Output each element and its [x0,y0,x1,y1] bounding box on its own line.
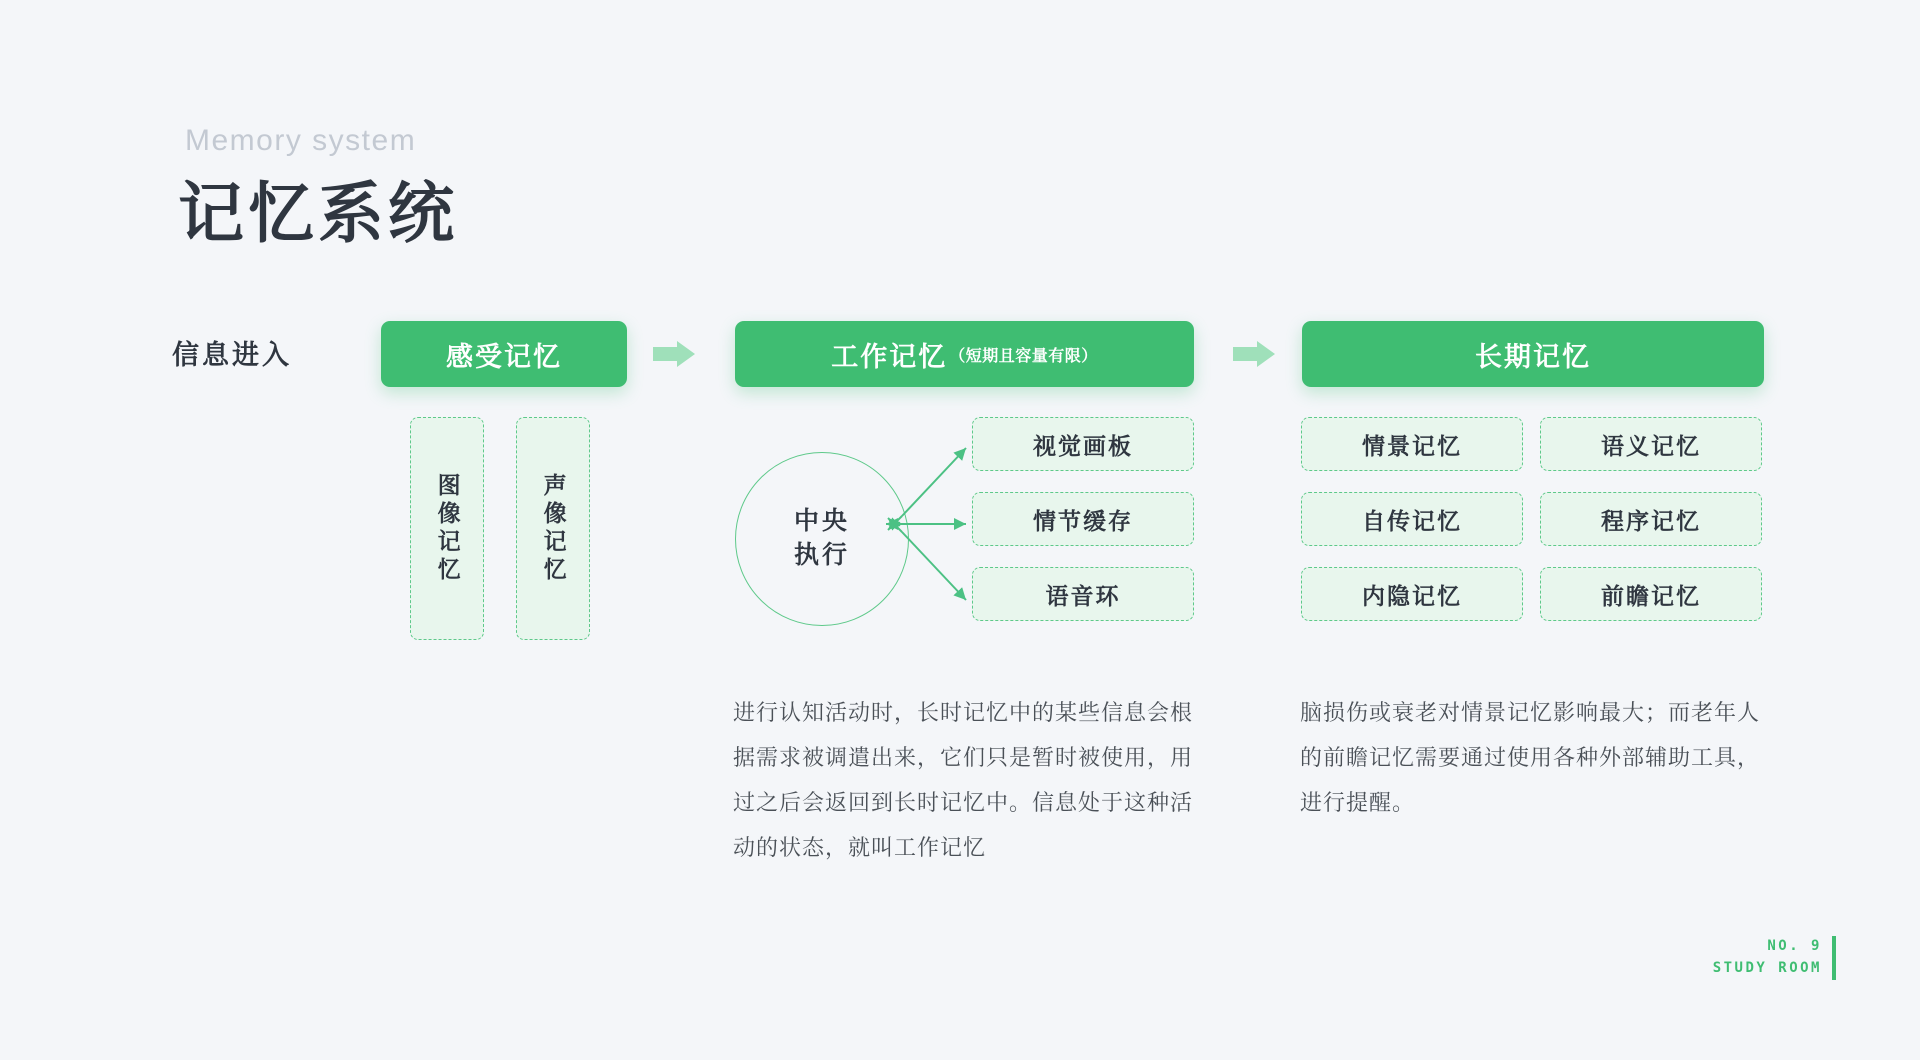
working-component-box: 视觉画板 [972,417,1194,471]
stage-header-working [735,321,1194,387]
central-executive-line1: 中央 [793,507,850,536]
working-component-box: 语音环 [972,567,1194,621]
stage-header-long-term-label: 长期记忆 [1475,341,1591,372]
sensory-item-box: 声像记忆 [516,417,590,640]
long-term-item-box: 内隐记忆 [1301,567,1523,621]
stage-header-working-sublabel: （短期且容量有限） [949,347,1098,365]
working-memory-paragraph: 进行认知活动时，长时记忆中的某些信息会根据需求被调遣出来，它们只是暂时被使用，用过之后会返回到长时记忆中。信息处于这种活动的状态，就叫工作记忆 [733,700,1194,861]
central-executive-line2: 执行 [793,541,850,569]
page-title: 记忆系统 [178,176,458,250]
stage-header-sensory [381,321,627,387]
footer-line-2: STUDY ROOM [1712,960,1822,976]
page-kicker: Memory system [185,124,417,157]
sensory-item-box: 图像记忆 [410,417,484,640]
entry-label: 信息进入 [172,340,292,370]
stage-header-working-label: 工作记忆 [831,341,948,372]
working-component-box: 情节缓存 [972,492,1194,546]
footer [1713,936,1836,980]
footer-text [1713,936,1822,979]
long-term-item-box: 前瞻记忆 [1540,567,1762,621]
footer-line-1: NO. 9 [1767,938,1822,955]
long-term-item-box: 语义记忆 [1540,417,1762,471]
flow-arrow-icon [1233,341,1275,367]
long-term-item-box: 自传记忆 [1301,492,1523,546]
stage-header-sensory-label: 感受记忆 [446,341,562,372]
footer-rule [1832,936,1836,980]
stage-header-long-term [1302,321,1764,387]
long-term-item-box: 程序记忆 [1540,492,1762,546]
long-term-item-box: 情景记忆 [1301,417,1523,471]
flow-arrow-icon [653,341,695,367]
long-term-memory-paragraph: 脑损伤或衰老对情景记忆影响最大；而老年人的前瞻记忆需要通过使用各种外部辅助工具，进行提醒。 [1300,700,1761,816]
